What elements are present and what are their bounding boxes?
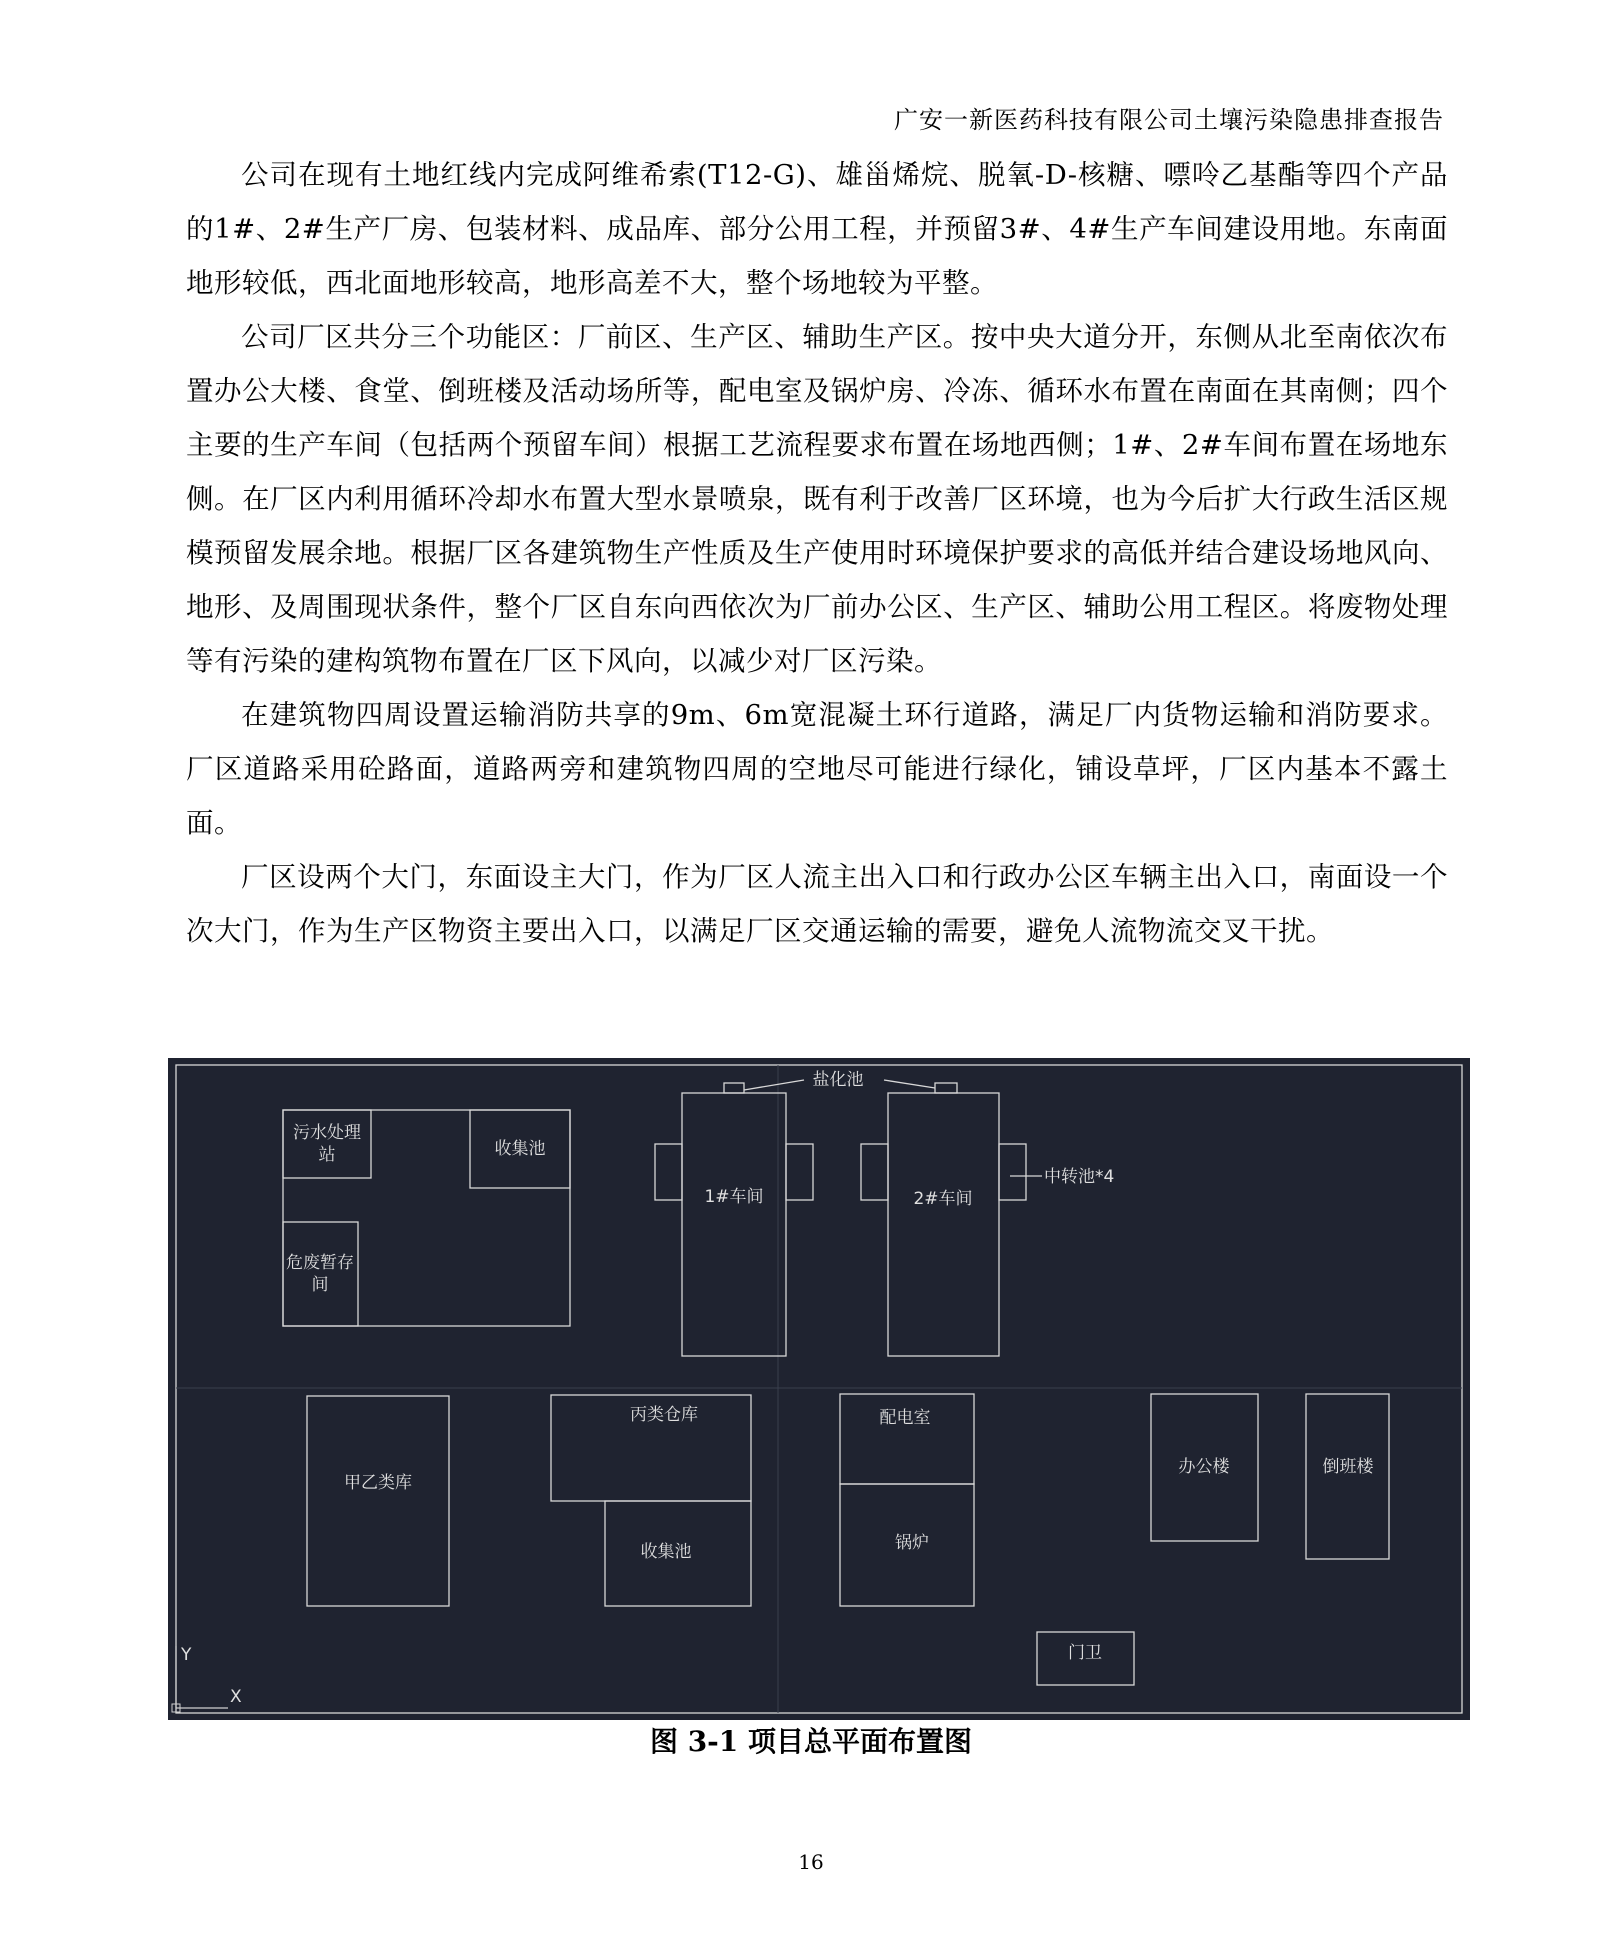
figure-caption: 图 3-1 项目总平面布置图	[649, 1725, 973, 1758]
power-room-label: 配电室	[879, 1408, 931, 1428]
paragraph-3: 在建筑物四周设置运输消防共享的9m、6m宽混凝土环行道路，满足厂内货物运输和消防要求。厂区道路采用砼路面，道路两旁和建筑物四周的空地尽可能进行绿化，铺设草坪，厂区内基本不露土面。	[186, 699, 1448, 839]
salt-pool-label: 盐化池	[812, 1070, 864, 1090]
site-plan-figure	[168, 1058, 1470, 1720]
body-text	[186, 148, 1448, 958]
ucs-x-label: X	[230, 1687, 242, 1707]
class-c-warehouse-label: 丙类仓库	[630, 1405, 698, 1425]
workshop-1-label: 1#车间	[704, 1187, 764, 1207]
site-plan-drawing	[168, 1058, 1470, 1720]
guard-room-label: 门卫	[1068, 1643, 1102, 1663]
transfer-pool-label: 中转池*4	[1044, 1167, 1115, 1187]
sewage-station-label: 污水处理站	[293, 1123, 361, 1165]
boiler-label: 锅炉	[895, 1533, 929, 1553]
paragraph-2: 公司厂区共分三个功能区：厂前区、生产区、辅助生产区。按中央大道分开，东侧从北至南依次布置办公大楼、食堂、倒班楼及活动场所等，配电室及锅炉房、冷冻、循环水布置在南面在其南侧；四个主要的生产车间（包括两个预留车间）根据工艺流程要求布置在场地西侧；1#、2#车间布置在场地东侧。在厂区内利用循环冷却水布置大型水景喷泉，既有利于改善厂区环境，也为今后扩大行政生活区规模预留发展余地。根据厂区各建筑物生产性质及生产使用时环境保护要求的高低并结合建设场地风向、地形、及周围现状条件，整个厂区自东向西依次为厂前办公区、生产区、辅助公用工程区。将废物处理等有污染的建构筑物布置在厂区下风向，以减少对厂区污染。	[186, 321, 1448, 677]
collection-pool-1-label: 收集池	[494, 1139, 546, 1159]
collection-pool-2-label: 收集池	[640, 1542, 692, 1562]
paragraph-4: 厂区设两个大门，东面设主大门，作为厂区人流主出入口和行政办公区车辆主出入口，南面设一个次大门，作为生产区物资主要出入口，以满足厂区交通运输的需要，避免人流物流交叉干扰。	[186, 861, 1448, 947]
class-ab-warehouse-label: 甲乙类库	[344, 1473, 412, 1493]
office-building-label: 办公楼	[1178, 1457, 1230, 1477]
page-number: 16	[798, 1850, 824, 1874]
ucs-y-label: Y	[181, 1645, 192, 1665]
page-header: 广安一新医药科技有限公司土壤污染隐患排查报告	[894, 106, 1444, 134]
cad-background	[168, 1058, 1470, 1720]
workshop-2-label: 2#车间	[913, 1189, 973, 1209]
shift-building-label: 倒班楼	[1322, 1457, 1374, 1477]
paragraph-1: 公司在现有土地红线内完成阿维希索(T12-G)、雄甾烯烷、脱氧-D-核糖、嘌呤乙基酯等四个产品的1#、2#生产厂房、包装材料、成品库、部分公用工程，并预留3#、4#生产车间建设用地。东南面地形较低，西北面地形较高，地形高差不大，整个场地较为平整。	[186, 159, 1448, 299]
hazardous-storage-label: 危废暂存间	[286, 1253, 354, 1295]
